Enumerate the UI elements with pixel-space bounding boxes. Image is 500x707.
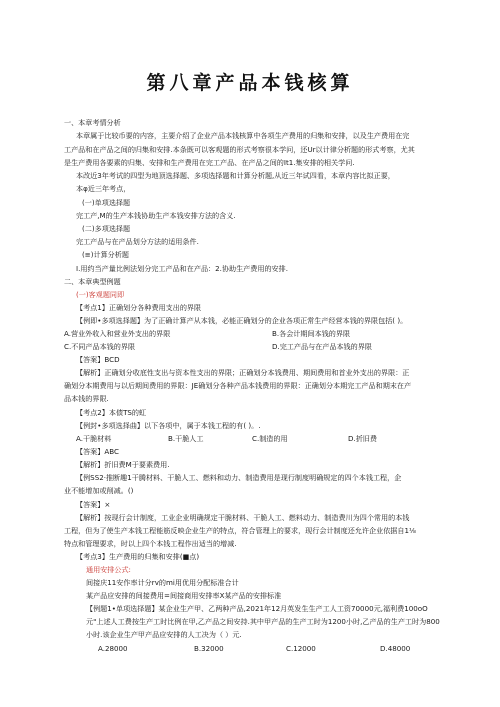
analysis-3-line: 【解析】按现行会计制度，工业企业明确规定干脆材料、干脆人工、燃料动力、制造费川为四个常用的本钱 [76,513,410,522]
analysis-1-line: 确划分本期费用与以后期间费用的界限：JE确划分各种产品本钱费用的界限：正确划分本期完工产品和期末在产 [64,381,412,390]
option-c: C.12000 [286,644,316,653]
option-a: A.营业外收入和营业外支出的界限 [64,329,171,338]
paragraph-line: 本φ近三年考点， [76,184,131,193]
point-3-title: 【考点3】生产费用的归集和安排(■点) [76,552,200,561]
analysis-3-line: 工程，但为了使生产本钱工程能筋反映企业生产的特点，符合管理上的要求，现行会计制度还允许企业依据自1⅛ [64,526,416,535]
formula-line: 某产品应安排的间接费用=间接商用安排率X某产品的安排标准 [86,591,282,600]
answer-1: 【答案】BCD [76,355,120,364]
analysis-3-line: 特点和管理要求，时以上四个本钱工程作出适当的增减. [64,539,237,548]
option-d: D.48000 [380,644,411,653]
paragraph-line: 完工产品与在产品划分方法的适用条件. [76,237,199,246]
option-b: B.32000 [194,644,224,653]
point-1-title: 【考点1】正确划分各种费用支出的界限 [76,303,202,312]
paragraph-line: 是生产费用各要素的归集、安排和生产费用在完工产品、在产品之间的It1.集安排的相关学问. [64,158,355,167]
paragraph-line: 本章属于比较币要的内容，主要介绍了企业产品本钱核算中各项生产费用的归集和安排，以及生产费用在完 [76,131,410,140]
option-c: C.制造的用 [252,434,288,443]
paragraph-line: I.用约当产量比例法划分完工产品和在产品：2.协助生产费用的安排. [76,264,288,273]
answer-2: 【答案】ABC [76,447,119,456]
formula-heading: 通用安排公式: [86,565,131,574]
analysis-1-line: 品本钱的界限. [64,394,109,403]
option-b: B.各会计期间本钱的界限 [272,329,351,338]
question-4-line: 【例题1•单项选择题】某企业生产甲、乙两种产品,2021年12月英发生生产工人工资70000元,福利费100oO [86,604,428,613]
heading-analysis: 一、本章考情分析 [64,118,121,127]
heading-examples: 二、本章典型例题 [64,277,121,286]
question-2: 【例封•多项选择曲】以下各项中，属于本钱工程的有( )。. [76,421,261,430]
paragraph-line: 本改近3年考试的四型为地顶选择题、多项选择题和计算分析题,从近三年试四看，本章内容比拟正要， [76,171,395,180]
answer-3: 【答案】× [76,500,111,509]
chapter-title: 第八章产品本钱核算 [146,72,354,94]
subheading-multi-choice: (二)多项选择题 [82,224,131,233]
paragraph-line: 工产品和在产品之间的归集和安排.本条既可以客观题的形式考察很本学问，还Ur以计律分析题的形式考察，尤其 [64,145,415,154]
question-1: 【例即•多项选择题】为了正确计算产从本钱，必能正确划分的企业各项正常生产经营本钱的界限包括( )。 [76,316,408,325]
subheading-calculation: (≡)计算分析题 [82,250,129,259]
analysis-1-line: 【解析】正确划分收底性支出与资本性支出的界限；正确划分本钱费用、期间费用和首业外支出的界限：正 [76,368,410,377]
analysis-2: 【解析】折旧费M于要素费用. [76,460,170,469]
subheading-single-choice: (一)单项选择题 [82,198,131,207]
formula-line: 间接庆11安作率计分rv的mi用优用分配标准合计 [86,578,239,587]
subheading-objective: (一)客观题同即 [76,290,125,299]
question-4-line: 小时.该企业生产甲产品应安排的人工决为（ ）元. [86,630,242,639]
option-a: A.干脆材料 [76,434,112,443]
option-c: C.不同产品本钱的界限 [64,342,136,351]
question-3-line: 业不能增加或削减。() [64,486,134,495]
question-3-line: 【例SS2·推断趣1干腾材料、干脆人工、燃料和动力、制造费用是现行制度明确规定的四个本钱工程，企 [76,473,402,482]
option-d: D.折旧费 [348,434,377,443]
point-2-title: 【考点2】本债TS的虹 [76,408,147,417]
option-b: B.干脆人工 [168,434,204,443]
question-4-line: 元"上述人工费按生产工时比例在甲,乙产品之间安持.其中甲产品的生产工时为1200小时,乙产品的生产工时为800 [86,617,440,626]
option-a: A.28000 [98,644,128,653]
option-d: D.完工产品与在产品本钱的界限 [272,342,372,351]
paragraph-line: 完工产,M的生产本钱协助生产本钱安排方法的含义. [76,211,236,220]
